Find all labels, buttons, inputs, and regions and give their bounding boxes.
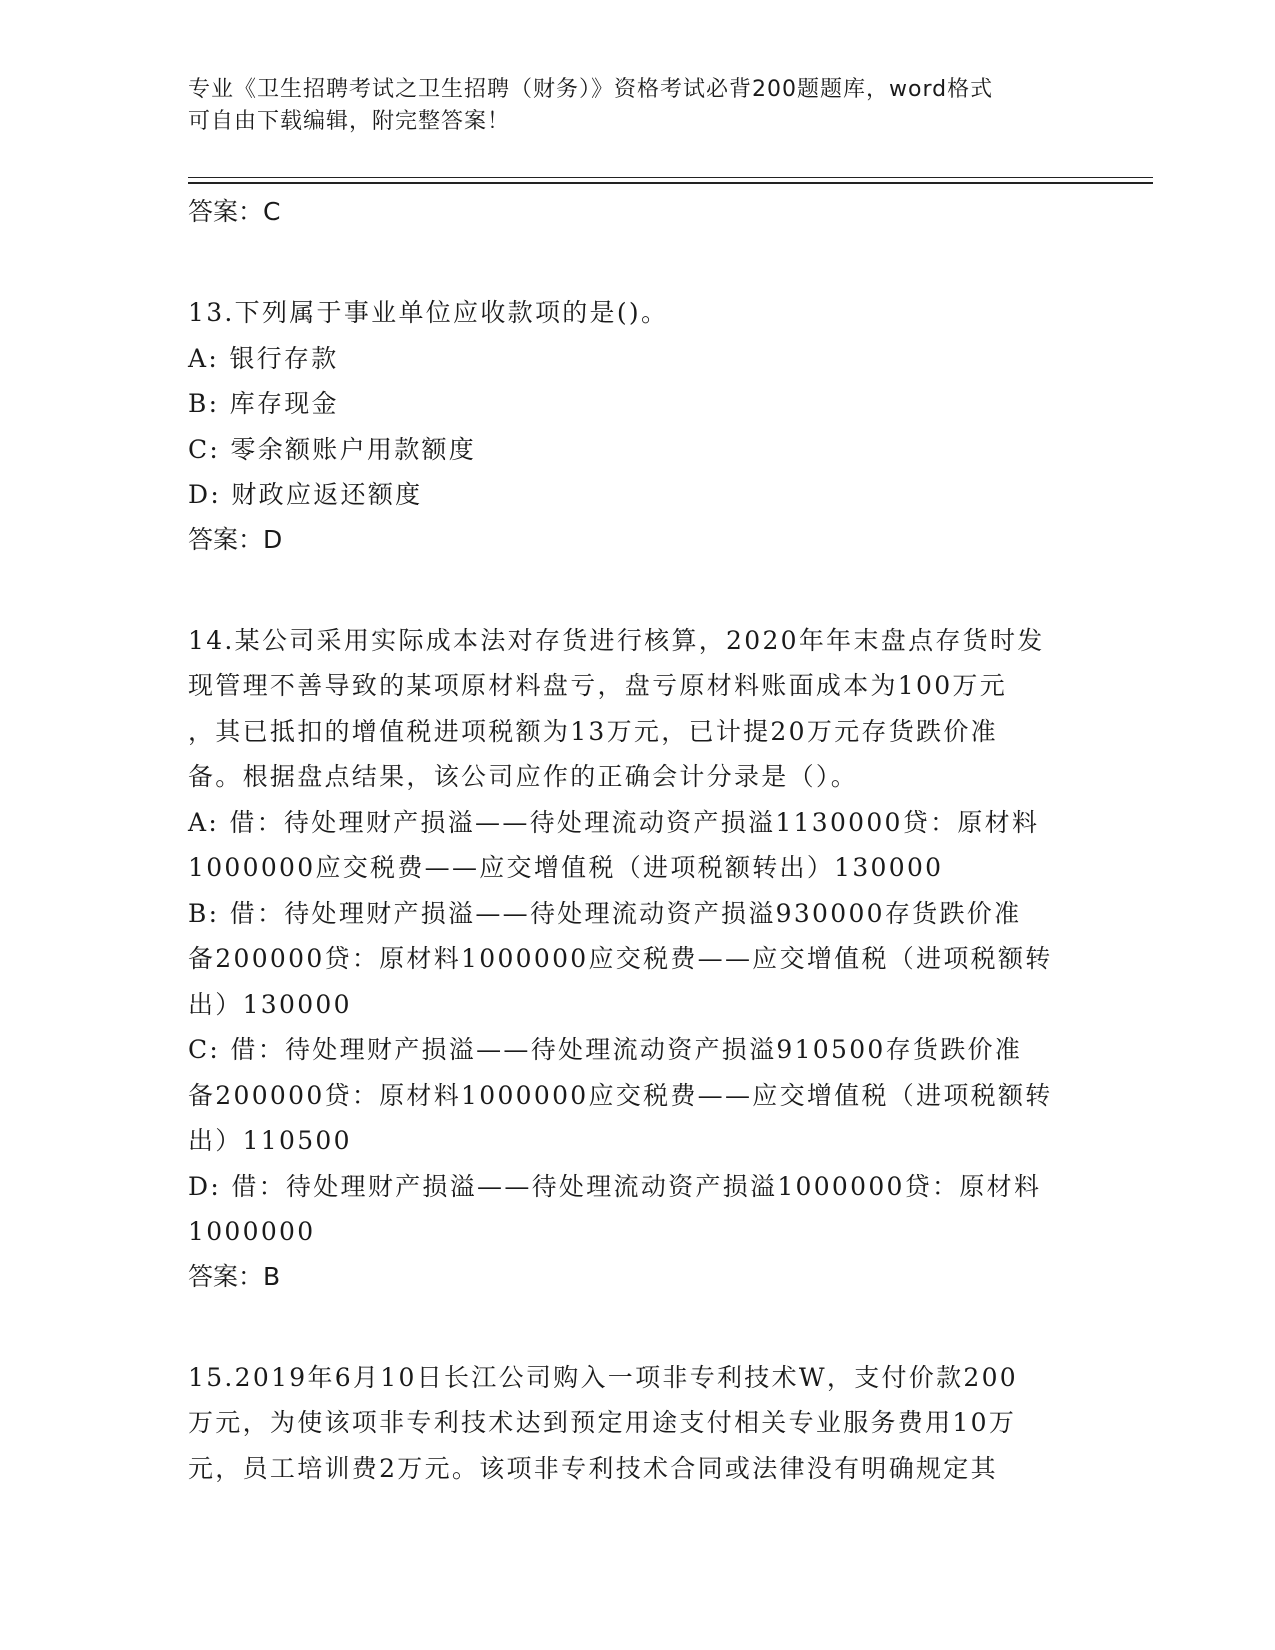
question-text-line: A: 借：待处理财产损溢——待处理流动资产损溢1130000贷：原材料 [188, 807, 1040, 837]
answer-line: 答案：B [188, 1261, 281, 1291]
answer-line: 答案：D [188, 524, 283, 554]
question-text-line: ，其已抵扣的增值税进项税额为13万元，已计提20万元存货跌价准 [188, 716, 998, 746]
question-text-line: 备200000贷：原材料1000000应交税费——应交增值税（进项税额转 [188, 944, 1053, 973]
question-text-line: 1000000 [188, 1217, 316, 1246]
question-text-line: 13.下列属于事业单位应收款项的是()。 [188, 298, 669, 327]
header-title-line: 专业《卫生招聘考试之卫生招聘（财务）》资格考试必背200题题库，word格式 [188, 77, 994, 102]
question-text-line: 1000000应交税费——应交增值税（进项税额转出）130000 [188, 853, 944, 882]
question-text-line: B: 库存现金 [188, 389, 339, 418]
question-text-line: 出）130000 [188, 989, 352, 1019]
question-text-line: C: 零余额账户用款额度 [188, 434, 477, 464]
question-text-line: B: 借：待处理财产损溢——待处理流动资产损溢930000存货跌价准 [188, 898, 1022, 928]
question-text-line: 元，员工培训费2万元。该项非专利技术合同或法律没有明确规定其 [188, 1453, 998, 1483]
block-spacer [188, 234, 1088, 290]
question-content [188, 190, 1088, 1491]
question-text-line: A: 银行存款 [188, 343, 339, 373]
question-text-line: 15.2019年6月10日长江公司购入一项非专利技术W，支付价款200 [188, 1362, 1019, 1392]
header-rule-thick [188, 182, 1153, 184]
question-text-line: 出）110500 [188, 1126, 352, 1155]
question-text-line: 现管理不善导致的某项原材料盘亏，盘亏原材料账面成本为100万元 [188, 671, 1008, 700]
question-text-line: D: 借：待处理财产损溢——待处理流动资产损溢1000000贷：原材料 [188, 1171, 1042, 1201]
header-rule-thin [188, 177, 1153, 178]
answer-line: 答案：C [188, 197, 281, 226]
block-spacer [188, 562, 1088, 618]
question-text-line: D: 财政应返还额度 [188, 480, 423, 509]
question-text-line: 万元，为使该项非专利技术达到预定用途支付相关专业服务费用10万 [188, 1408, 1017, 1437]
question-text-line: 14.某公司采用实际成本法对存货进行核算，2020年年末盘点存货时发 [188, 625, 1045, 655]
question-text-line: 备200000贷：原材料1000000应交税费——应交增值税（进项税额转 [188, 1080, 1053, 1110]
header-subtitle-line: 可自由下载编辑，附完整答案！ [188, 109, 511, 134]
block-spacer [188, 1299, 1088, 1355]
question-text-line: C: 借：待处理财产损溢——待处理流动资产损溢910500存货跌价准 [188, 1035, 1023, 1064]
question-text-line: 备。根据盘点结果，该公司应作的正确会计分录是（）。 [188, 762, 859, 791]
page-header [188, 74, 1068, 138]
